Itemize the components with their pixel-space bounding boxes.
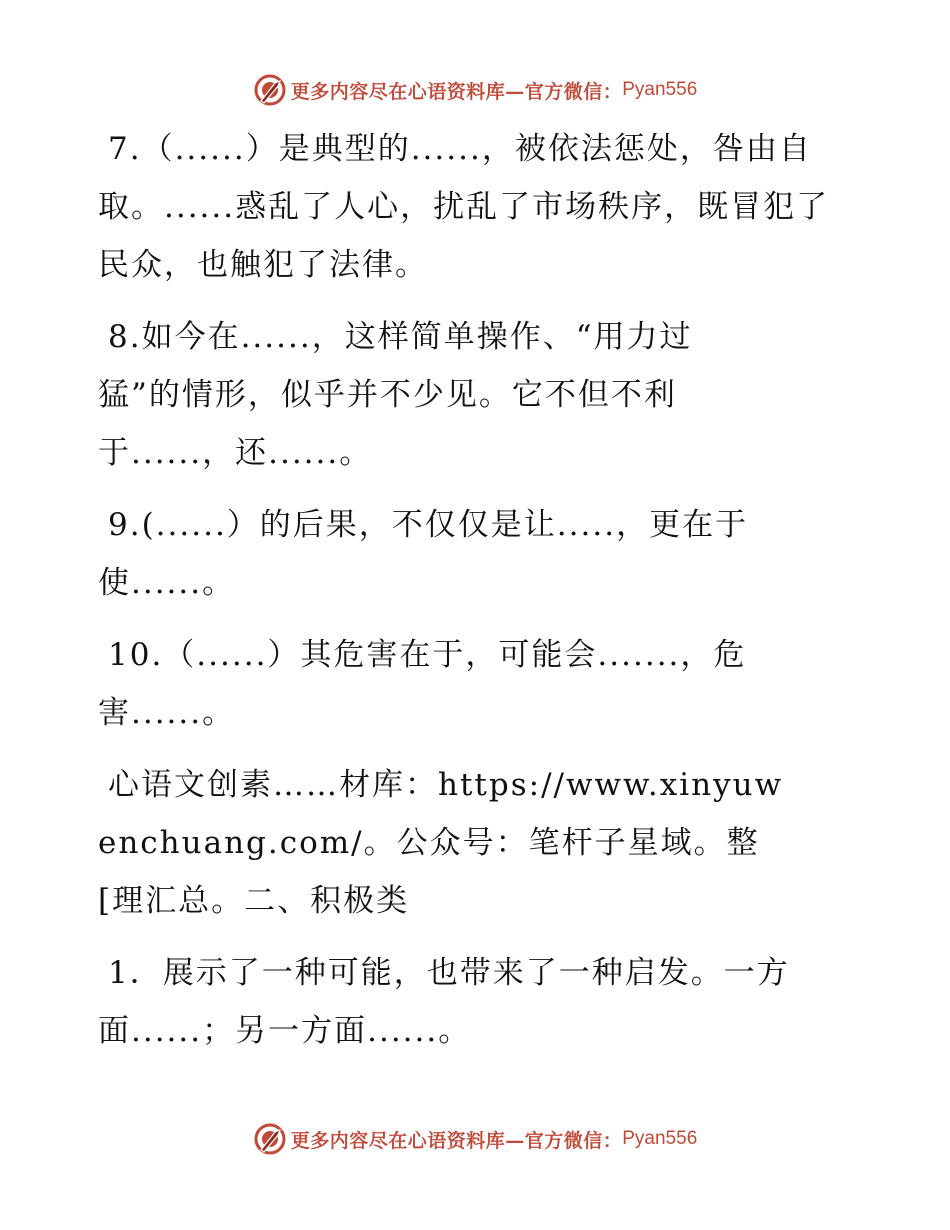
footer-banner-id: Pyan556 [622,1128,698,1149]
paragraph-positive-1: 1．展示了一种可能，也带来了一种启发。一方面......；另一方面......。 [98,955,790,1049]
paragraph-9: 9.(......）的后果，不仅仅是让.....，更在于使......。 [98,507,749,601]
header-banner-text: 更多内容尽在心语资料库—官方微信： [290,80,623,103]
paragraph-source-note: 心语文创素……材库：https://www.xinyuwenchuang.com/。公众号：笔杆子星域。整[理汇总。二、积极类 [98,767,784,919]
footer-banner-text: 更多内容尽在心语资料库—官方微信： [290,1129,623,1152]
header-banner [0,70,950,110]
paragraph-7: 7.（......）是典型的......，被依法惩处，咎由自取。......惑乱了人心，扰乱了市场秩序，既冒犯了民众，也触犯了法律。 [98,131,830,283]
document-body [98,120,858,1074]
pen-logo-icon [253,1122,287,1156]
paragraph-8: 8.如今在......，这样简单操作、“用力过猛”的情形，似乎并不少见。它不但不利于......，还......。 [98,319,693,471]
footer-banner [0,1119,950,1159]
pen-logo-icon [253,73,287,107]
header-banner-id: Pyan556 [622,79,698,100]
paragraph-10: 10.（......）其危害在于，可能会.......，危害......。 [98,637,747,731]
